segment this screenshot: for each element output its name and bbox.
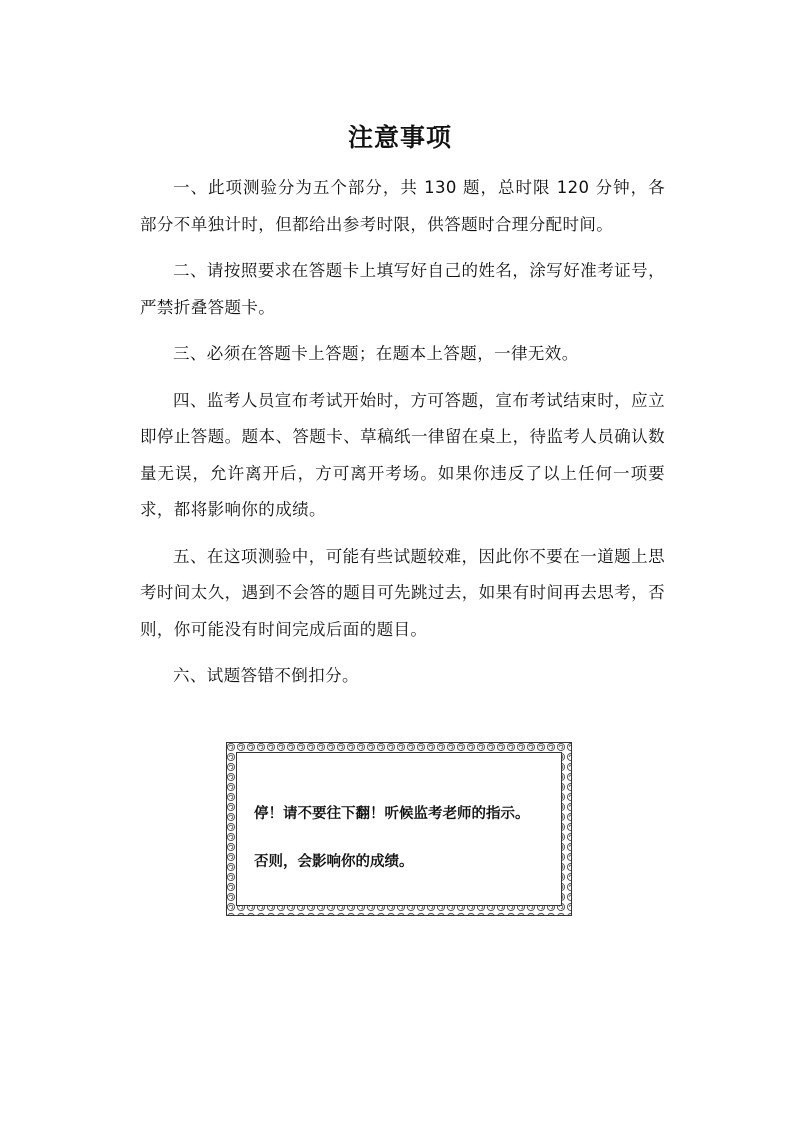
- instruction-paragraph-2: 二、请按照要求在答题卡上填写好自己的姓名，涂写好准考证号，严禁折叠答题卡。: [140, 261, 665, 317]
- instructions-section: [140, 170, 665, 705]
- notice-box: [226, 742, 572, 916]
- instruction-paragraph-5: 五、在这项测验中，可能有些试题较难，因此你不要在一道题上思考时间太久，遇到不会答的题目可先跳过去，如果有时间再去思考，否则，你可能没有时间完成后面的题目。: [140, 546, 665, 639]
- notice-warning-text: 否则，会影响你的成绩。: [254, 853, 414, 870]
- notice-stop-text: 停！请不要往下翻！听候监考老师的指示。: [254, 805, 530, 822]
- page-title: 注意事项: [347, 123, 452, 152]
- instruction-paragraph-3: 三、必须在答题卡上答题；在题本上答题，一律无效。: [173, 344, 579, 363]
- instruction-paragraph-6: 六、试题答错不倒扣分。: [173, 666, 359, 685]
- instruction-paragraph-1: 一、此项测验分为五个部分，共 130 题，总时限 120 分钟，各部分不单独计时，但都给出参考时限，供答题时合理分配时间。: [140, 178, 665, 234]
- ornamental-border: [226, 742, 572, 916]
- instruction-paragraph-4: 四、监考人员宣布考试开始时，方可答题，宣布考试结束时，应立即停止答题。题本、答题卡、草稿纸一律留在桌上，待监考人员确认数量无误，允许离开后，方可离开考场。如果你违反了以上任何一项要求，都将影响你的成绩。: [140, 390, 665, 519]
